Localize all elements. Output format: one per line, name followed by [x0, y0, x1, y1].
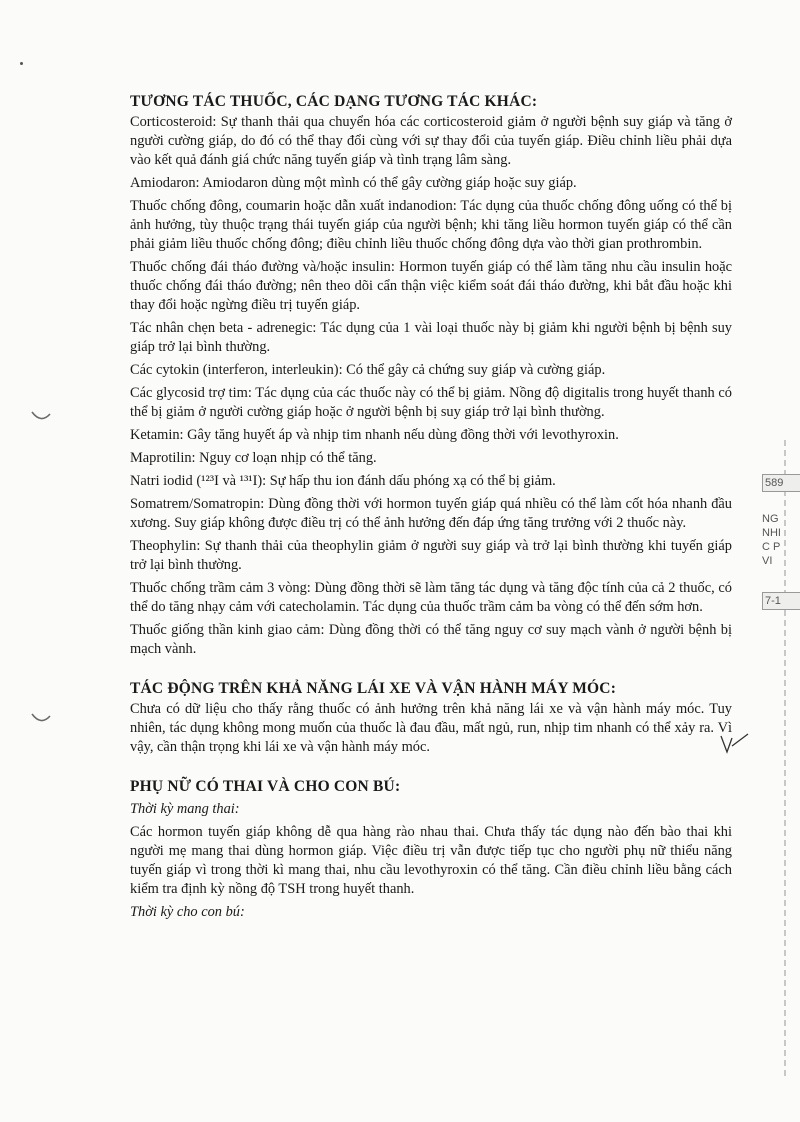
adjacent-page-footer — [762, 592, 800, 610]
adjacent-page-text — [762, 512, 800, 568]
subheading: Thời kỳ mang thai: — [130, 801, 240, 817]
paragraph: Natri iodid (¹²³I và ¹³¹I): Sự hấp thu ion đánh dấu phóng xạ có thể bị giảm. — [130, 473, 556, 489]
paragraph: Theophylin: Sự thanh thải của theophylin giảm ở người suy giáp và trở lại bình thường khi tuyến giáp trở lại bình thường. — [130, 538, 732, 573]
punch-hole-mark-lower — [30, 712, 52, 724]
edge-fragment: NG — [762, 513, 779, 525]
punch-hole-mark-upper — [30, 410, 52, 422]
section-driving — [130, 679, 732, 757]
paragraph: Somatrem/Somatropin: Dùng đồng thời với hormon tuyến giáp quá nhiều có thể làm cốt hóa nhanh đầu xương. Suy giáp không được điều trị có thể ảnh hưởng đến đáp ứng tăng trưởng với 2 thuốc này. — [130, 496, 732, 531]
paragraph: Corticosteroid: Sự thanh thải qua chuyển hóa các corticosteroid giảm ở người bệnh suy giáp và tăng ở người cường giáp, do đó có thể thay đổi cùng với sự thay đổi của tuyến giáp. Điều chỉnh liều phải dựa vào kết quả đánh giá chức năng tuyến giáp và tình trạng lâm sàng. — [130, 114, 732, 168]
scan-speck — [20, 62, 23, 65]
section-heading: PHỤ NỮ CÓ THAI VÀ CHO CON BÚ: — [130, 778, 401, 795]
paragraph: Các hormon tuyến giáp không dễ qua hàng rào nhau thai. Chưa thấy tác dụng nào đến bào thai khi người mẹ mang thai dùng hormon giáp. Việc điều trị vẫn được tiếp tục cho người phụ nữ thiểu năng tuyến giáp vì trong thời kì mang thai, nhu cầu levothyroxin có thể tăng. Cần điều chỉnh liều bằng cách kiểm tra định kỳ nồng độ TSH trong huyết thanh. — [130, 824, 732, 897]
subheading: Thời kỳ cho con bú: — [130, 904, 245, 920]
edge-fragment: NHI — [762, 527, 781, 539]
edge-fragment: C P — [762, 541, 781, 553]
document-body — [130, 92, 732, 926]
section-drug-interactions — [130, 92, 732, 659]
paragraph: Amiodaron: Amiodaron dùng một mình có thể gây cường giáp hoặc suy giáp. — [130, 175, 577, 191]
paragraph: Các glycosid trợ tim: Tác dụng của các thuốc này có thể bị giảm. Nồng độ digitalis trong huyết thanh có thể bị giảm ở người cường giáp hoặc ở người bệnh bị suy giáp trở lại bình thường. — [130, 385, 732, 420]
paragraph: Chưa có dữ liệu cho thấy rằng thuốc có ảnh hưởng trên khả năng lái xe và vận hành máy móc. Tuy nhiên, tác dụng không mong muốn của thuốc là đau đầu, mất ngủ, run, nhịp tim nhanh có thể xảy ra. Vì vậy, cần thận trọng khi lái xe và vận hành máy móc. — [130, 701, 732, 755]
edge-fragment: VI — [762, 555, 773, 567]
paragraph: Các cytokin (interferon, interleukin): Có thể gây cả chứng suy giáp và cường giáp. — [130, 362, 606, 378]
section-pregnancy — [130, 777, 732, 922]
paragraph: Thuốc giống thần kinh giao cảm: Dùng đồng thời có thể tăng nguy cơ suy mạch vành ở người bệnh bị mạch vành. — [130, 622, 732, 657]
paragraph: Thuốc chống đái tháo đường và/hoặc insulin: Hormon tuyến giáp có thể làm tăng nhu cầu insulin hoặc thuốc chống đái tháo đường; nên theo dõi cẩn thận việc kiểm soát đái tháo đường, khi bắt đầu hoặc khi thay đổi hoặc ngừng điều trị tuyến giáp. — [130, 259, 732, 313]
paragraph: Tác nhân chẹn beta - adrenegic: Tác dụng của 1 vài loại thuốc này bị giảm khi người bệnh bị bệnh suy giáp trở lại bình thường. — [130, 320, 732, 355]
edge-fragment: 589 — [762, 474, 800, 492]
section-heading: TƯƠNG TÁC THUỐC, CÁC DẠNG TƯƠNG TÁC KHÁC: — [130, 93, 538, 110]
paragraph: Maprotilin: Nguy cơ loạn nhịp có thể tăng. — [130, 450, 377, 466]
edge-fragment: 7-1 — [762, 592, 800, 610]
section-heading: TÁC ĐỘNG TRÊN KHẢ NĂNG LÁI XE VÀ VẬN HÀNH MÁY MÓC: — [130, 680, 617, 697]
paragraph: Thuốc chống đông, coumarin hoặc dẫn xuất indanodion: Tác dụng của thuốc chống đông uống có thể bị ảnh hưởng, tùy thuộc trạng thái tuyến giáp của người bệnh; khi tăng liều hormon tuyến giáp có thể cần phải giảm liều thuốc chống đông; điều chỉnh liều thuốc chống đông dựa vào thời gian prothrombin. — [130, 198, 732, 252]
adjacent-page-label — [762, 474, 800, 492]
paragraph: Ketamin: Gây tăng huyết áp và nhịp tim nhanh nếu dùng đồng thời với levothyroxin. — [130, 427, 619, 443]
paragraph: Thuốc chống trầm cảm 3 vòng: Dùng đồng thời sẽ làm tăng tác dụng và tăng độc tính của cả 2 thuốc, có thể do tăng nhạy cảm với catecholamin. Tác dụng của thuốc trầm cảm ba vòng có thể đến sớm hơn. — [130, 580, 732, 615]
